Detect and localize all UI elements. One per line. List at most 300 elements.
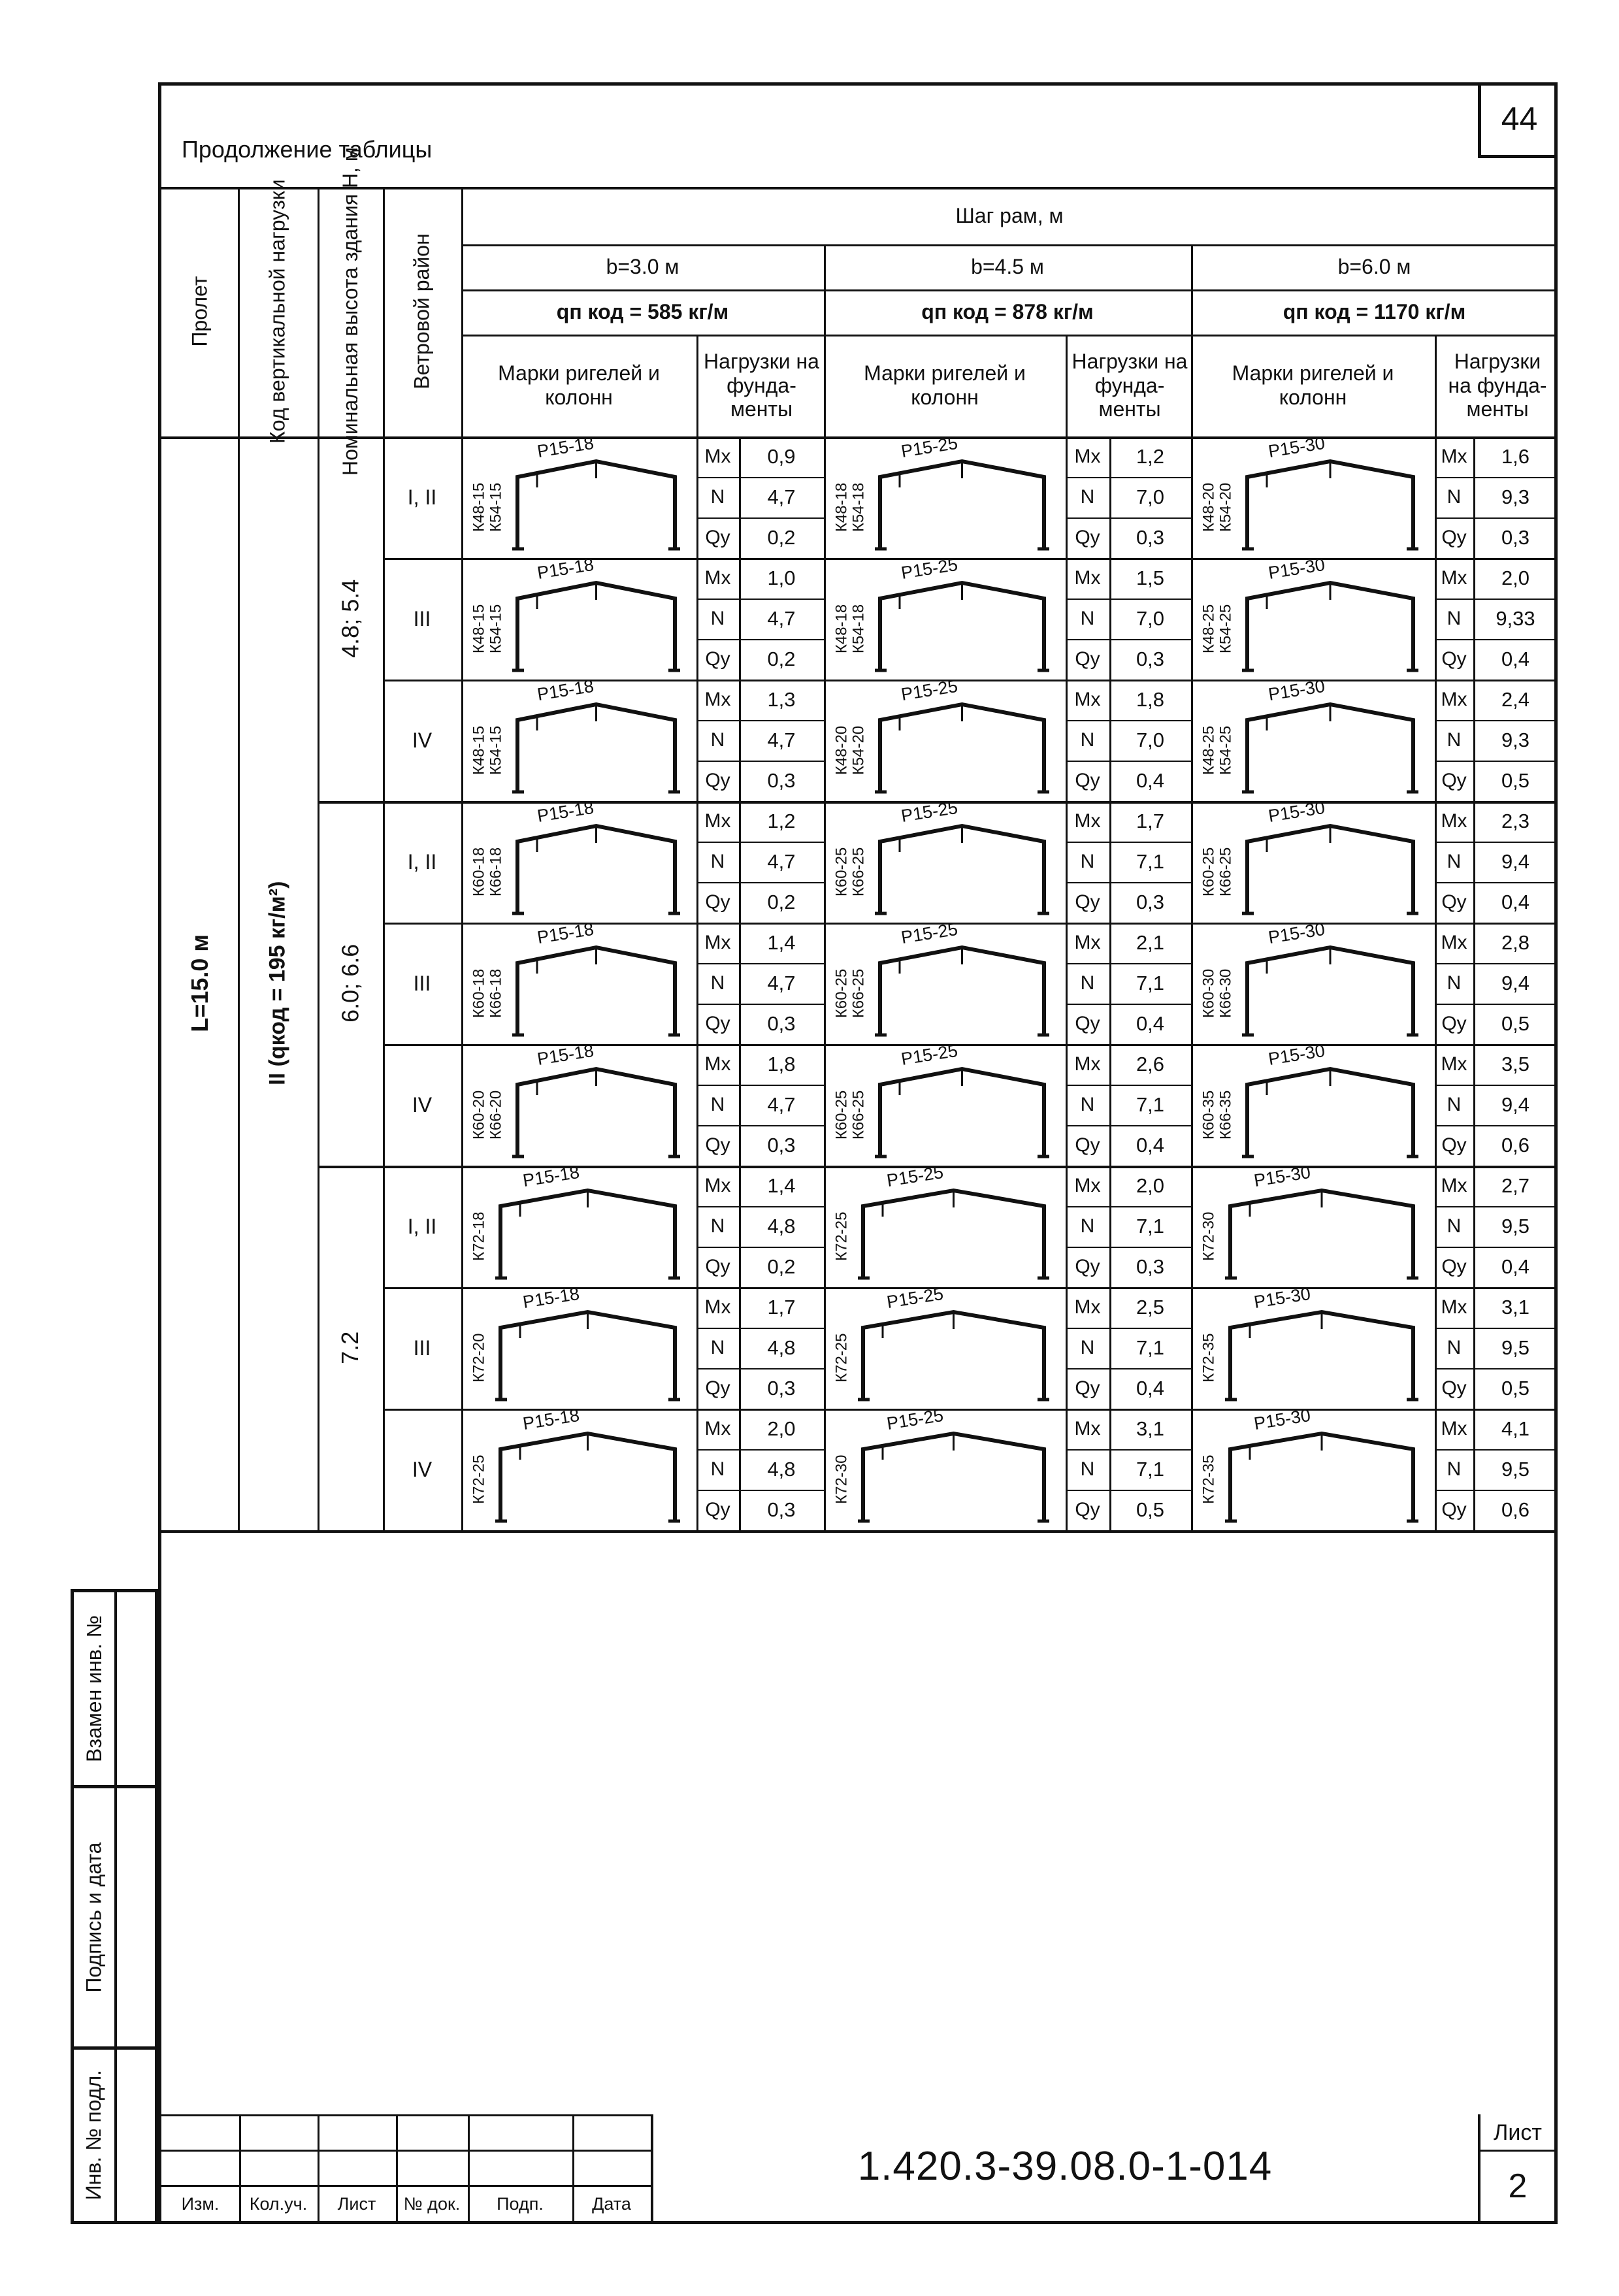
load-value-qy: 0,4 [1501,1255,1530,1279]
stamp-replaced-inventory [71,1589,158,1788]
wind-region-2: IV [412,728,433,752]
beam-mark: Р15-25 [899,797,959,827]
load-name-n: N [1447,485,1462,508]
wind-region-4: III [413,971,431,995]
header-load-code-text: Код вертикальной нагрузки [265,179,289,444]
title-block-column: Подп. [497,2193,544,2214]
load-value-mx: 2,0 [1136,1174,1165,1198]
column-mark: К72-30 [832,1454,851,1504]
load-value-n: 9,4 [1501,850,1530,874]
column-marks [830,949,871,1038]
sheet-number: 2 [1508,2167,1528,2205]
load-value-mx: 3,1 [1501,1296,1530,1319]
title-block-column: № док. [403,2193,461,2214]
load-value-n: 7,1 [1136,1215,1165,1238]
load-name-n: N [1447,729,1462,751]
load-name-mx: Mx [704,1174,731,1196]
load-value-qy: 0,3 [1136,526,1165,549]
header-marks-1: Марки ригелей и колонн [864,361,1026,409]
load-name-qy: Qy [705,769,730,791]
load-value-mx: 4,1 [1501,1417,1530,1441]
load-value-qy: 0,3 [1136,1255,1165,1279]
frame-diagram-icon [858,1287,1049,1409]
header-span-text: Пролет [187,276,211,347]
load-value-qy: 0,5 [1136,1498,1165,1522]
wind-region-8: IV [412,1457,433,1481]
beam-mark: Р15-18 [536,433,595,462]
load-name-n: N [1080,1093,1095,1115]
load-value-qy: 0,4 [1136,769,1165,793]
wind-region-5: IV [412,1092,433,1117]
column-mark: К60-25 [832,1090,851,1140]
column-marks [830,1070,871,1159]
title-block-line [161,2114,651,2116]
load-value-qy: 0,3 [1501,526,1530,549]
load-name-mx: Mx [1074,566,1101,589]
load-name-qy: Qy [705,1498,730,1520]
column-mark: К48-15 [470,725,488,775]
load-name-n: N [710,607,725,629]
load-name-mx: Mx [1441,810,1467,832]
column-mark: К54-25 [1217,604,1235,653]
load-name-qy: Qy [1441,1377,1467,1399]
load-name-mx: Mx [1074,688,1101,710]
beam-mark: Р15-18 [536,919,595,948]
column-marks [830,463,871,551]
load-name-mx: Mx [1441,1417,1467,1439]
frame-diagram-icon [875,436,1049,558]
load-value-qy: 0,3 [767,1498,796,1522]
load-name-n: N [1447,1093,1462,1115]
load-code-label [238,436,318,1530]
column-marks [1198,827,1238,916]
beam-mark: Р15-18 [521,1162,581,1191]
stamp-signature-date [71,1785,158,2050]
beam-mark: Р15-18 [536,676,595,705]
column-mark: К60-18 [470,847,488,896]
load-value-n: 7,0 [1136,485,1165,509]
load-value-qy: 0,3 [767,1134,796,1157]
column-mark: К60-25 [1200,847,1218,896]
column-marks [830,827,871,916]
load-value-qy: 0,5 [1501,1377,1530,1400]
load-name-mx: Mx [1074,1417,1101,1439]
load-value-n: 9,5 [1501,1215,1530,1238]
column-mark: К66-30 [1217,968,1235,1018]
column-mark: К72-18 [470,1211,488,1261]
beam-mark: Р15-25 [899,554,959,583]
wind-region-3: I, II [407,849,437,874]
load-value-n: 7,1 [1136,1458,1165,1481]
title-block-column: Лист [337,2193,376,2214]
column-mark: К48-25 [1200,725,1218,775]
column-mark: К66-18 [487,968,505,1018]
load-name-n: N [710,972,725,994]
grid-line [1066,335,1068,436]
grid-line [161,1530,1558,1533]
load-value-n: 9,4 [1501,972,1530,995]
load-value-n: 9,5 [1501,1458,1530,1481]
grid-line [461,187,463,1530]
stamp-original-inventory [71,2046,158,2224]
load-value-mx: 2,6 [1136,1053,1165,1076]
stamp-original-inventory-label: Инв. № подл. [82,2070,106,2201]
load-value-mx: 1,4 [767,1174,796,1198]
load-value-mx: 2,0 [767,1417,796,1441]
column-mark: К48-18 [832,604,851,653]
frame-diagram-icon [875,923,1049,1044]
height-group-2 [318,1166,383,1530]
page-number: 44 [1478,82,1558,158]
column-marks [468,1435,491,1524]
load-name-mx: Mx [704,566,731,589]
column-mark: К48-15 [470,482,488,532]
frame-diagram-icon [858,1166,1049,1287]
header-qp-1: qп код = 878 кг/м [921,300,1094,324]
wind-region-7: III [413,1336,431,1360]
load-name-n: N [710,1336,725,1358]
load-value-qy: 0,4 [1501,891,1530,914]
load-value-qy: 0,6 [1501,1134,1530,1157]
column-mark: К48-25 [1200,604,1218,653]
load-value-mx: 2,5 [1136,1296,1165,1319]
load-value-mx: 2,1 [1136,931,1165,955]
load-value-qy: 0,3 [767,1012,796,1036]
column-marks [1198,463,1238,551]
load-value-mx: 1,6 [1501,445,1530,468]
load-name-n: N [710,1458,725,1480]
load-name-n: N [1080,1458,1095,1480]
column-marks [1198,1435,1221,1524]
header-loads-0: Нагрузки на фунда-менты [704,349,819,421]
column-mark: К72-35 [1200,1454,1218,1504]
load-name-mx: Mx [704,1417,731,1439]
load-name-mx: Mx [1441,1174,1467,1196]
grid-line [824,244,826,1530]
load-name-qy: Qy [1075,1255,1100,1277]
load-value-n: 7,1 [1136,1336,1165,1360]
column-mark: К72-30 [1200,1211,1218,1261]
load-name-qy: Qy [1075,648,1100,670]
header-marks-0: Марки ригелей и колонн [498,361,660,409]
load-value-mx: 3,1 [1136,1417,1165,1441]
load-value-mx: 2,8 [1501,931,1530,955]
load-value-mx: 2,3 [1501,810,1530,833]
load-name-mx: Mx [704,931,731,953]
column-mark: К54-15 [487,604,505,653]
beam-mark: Р15-25 [885,1405,945,1434]
title-block-column: Дата [592,2193,631,2214]
header-height-text: Номинальная высота здания H, м [338,147,362,476]
load-value-n: 9,5 [1501,1336,1530,1360]
load-value-n: 7,0 [1136,729,1165,752]
beam-mark: Р15-25 [885,1283,945,1313]
load-name-qy: Qy [1075,526,1100,548]
beam-mark: Р15-30 [1267,433,1327,462]
load-value-qy: 0,4 [1136,1012,1165,1036]
load-value-mx: 2,0 [1501,566,1530,590]
load-value-mx: 1,4 [767,931,796,955]
load-code-label-text: II (qкод = 195 кг/м²) [265,881,290,1086]
load-name-qy: Qy [705,1012,730,1034]
load-value-qy: 0,3 [767,769,796,793]
column-mark: К60-25 [832,847,851,896]
header-step-1: b=4.5 м [971,255,1044,279]
load-value-n: 4,7 [767,485,796,509]
load-value-n: 7,0 [1136,607,1165,631]
column-mark: К66-25 [850,968,868,1018]
frame-diagram-icon [858,1409,1049,1530]
load-name-qy: Qy [705,1134,730,1156]
load-value-mx: 1,0 [767,566,796,590]
header-load-code [238,179,318,444]
load-value-mx: 1,2 [1136,445,1165,468]
load-value-n: 4,7 [767,607,796,631]
load-value-n: 4,7 [767,850,796,874]
column-marks [830,584,871,673]
load-value-n: 7,1 [1136,972,1165,995]
column-mark: К54-25 [1217,725,1235,775]
header-frame-step: Шаг рам, м [955,203,1064,227]
stamp-signature-date-label: Подпись и дата [82,1842,106,1993]
load-name-mx: Mx [1441,1053,1467,1075]
beam-mark: Р15-30 [1267,919,1327,948]
load-name-mx: Mx [1074,1296,1101,1318]
load-name-qy: Qy [1441,526,1467,548]
load-name-n: N [710,729,725,751]
header-qp-0: qп код = 585 кг/м [556,300,729,324]
column-marks [1198,1313,1221,1402]
height-group-1 [318,801,383,1166]
load-value-mx: 1,2 [767,810,796,833]
column-marks [830,706,871,795]
load-value-mx: 3,5 [1501,1053,1530,1076]
document-code: 1.420.3-39.08.0-1-014 [857,2144,1273,2189]
beam-mark: Р15-30 [1267,1040,1327,1070]
header-height [318,147,383,476]
load-value-n: 9,3 [1501,485,1530,509]
beam-mark: Р15-30 [1267,797,1327,827]
beam-mark: Р15-25 [899,676,959,705]
load-name-qy: Qy [1075,1012,1100,1034]
header-span [161,187,238,436]
height-group-0 [318,436,383,801]
load-value-mx: 2,7 [1501,1174,1530,1198]
header-marks-2: Марки ригелей и колонн [1232,361,1394,409]
column-mark: К48-15 [470,604,488,653]
load-value-n: 9,3 [1501,729,1530,752]
load-name-n: N [1447,607,1462,629]
column-mark: К48-20 [832,725,851,775]
load-name-qy: Qy [1075,1498,1100,1520]
load-name-mx: Mx [1074,810,1101,832]
load-value-n: 7,1 [1136,1093,1165,1117]
load-name-n: N [1080,1336,1095,1358]
load-name-qy: Qy [1441,648,1467,670]
beam-mark: Р15-18 [521,1283,581,1313]
load-value-mx: 1,7 [1136,810,1165,833]
load-name-qy: Qy [1075,769,1100,791]
load-value-qy: 0,4 [1136,1134,1165,1157]
wind-region-6: I, II [407,1214,437,1238]
column-mark: К60-25 [832,968,851,1018]
table-continuation-title: Продолжение таблицы [182,136,433,163]
load-name-mx: Mx [704,1296,731,1318]
column-mark: К48-18 [832,482,851,532]
load-name-mx: Mx [1441,688,1467,710]
header-qp-2: qп код = 1170 кг/м [1283,300,1466,324]
load-name-n: N [1447,1458,1462,1480]
beam-mark: Р15-18 [536,797,595,827]
load-name-mx: Mx [704,810,731,832]
grid-line [1191,244,1193,1530]
load-name-qy: Qy [1441,891,1467,913]
column-marks [1198,1070,1238,1159]
load-value-mx: 1,8 [767,1053,796,1076]
load-value-mx: 1,7 [767,1296,796,1319]
load-name-qy: Qy [1075,1134,1100,1156]
load-name-n: N [1080,485,1095,508]
beam-mark: Р15-18 [536,1040,595,1070]
load-name-mx: Mx [704,445,731,467]
load-value-n: 4,7 [767,972,796,995]
column-mark: К66-18 [487,847,505,896]
load-value-n: 4,8 [767,1336,796,1360]
sheet-label: Лист [1494,2120,1542,2145]
column-marks [468,1192,491,1281]
load-name-qy: Qy [1441,1255,1467,1277]
span-label-text: L=15.0 м [186,934,213,1032]
load-name-qy: Qy [1441,1134,1467,1156]
height-group-2-text: 7.2 [336,1331,364,1365]
load-value-n: 4,7 [767,1093,796,1117]
column-mark: К60-18 [470,968,488,1018]
load-name-mx: Mx [1441,445,1467,467]
load-name-n: N [710,485,725,508]
load-value-qy: 0,4 [1136,1377,1165,1400]
column-marks [468,463,508,551]
beam-mark: Р15-18 [536,554,595,583]
column-marks [1198,706,1238,795]
load-value-n: 4,8 [767,1458,796,1481]
header-wind-region-text: Ветровой район [410,233,434,390]
beam-mark: Р15-30 [1252,1162,1313,1191]
load-value-n: 7,1 [1136,850,1165,874]
load-name-qy: Qy [705,1377,730,1399]
load-name-mx: Mx [704,688,731,710]
load-value-qy: 0,2 [767,648,796,671]
load-value-mx: 2,4 [1501,688,1530,712]
column-marks [468,827,508,916]
column-marks [1198,949,1238,1038]
column-mark: К54-18 [850,604,868,653]
stamp-replaced-inventory-label: Взамен инв. № [82,1615,106,1762]
load-name-mx: Mx [1074,1053,1101,1075]
beam-mark: Р15-18 [521,1405,581,1434]
column-marks [1198,584,1238,673]
load-name-qy: Qy [1075,1377,1100,1399]
load-name-qy: Qy [705,1255,730,1277]
column-mark: К48-20 [1200,482,1218,532]
wind-region-0: I, II [407,485,437,509]
column-mark: К66-35 [1217,1090,1235,1140]
column-marks [830,1192,854,1281]
load-name-n: N [1080,607,1095,629]
load-name-n: N [1447,1215,1462,1237]
load-name-n: N [710,850,725,872]
load-name-n: N [1447,972,1462,994]
column-mark: К60-35 [1200,1090,1218,1140]
load-name-mx: Mx [1441,566,1467,589]
load-name-qy: Qy [705,891,730,913]
load-value-qy: 0,3 [1136,648,1165,671]
load-name-mx: Mx [1441,931,1467,953]
load-value-qy: 0,3 [767,1377,796,1400]
column-mark: К54-15 [487,725,505,775]
load-name-n: N [1447,850,1462,872]
load-value-mx: 1,8 [1136,688,1165,712]
column-mark: К72-20 [470,1333,488,1383]
frame-diagram-icon [875,801,1049,923]
load-value-mx: 1,3 [767,688,796,712]
load-value-qy: 0,2 [767,891,796,914]
load-value-n: 4,7 [767,729,796,752]
load-value-qy: 0,2 [767,526,796,549]
load-name-qy: Qy [705,526,730,548]
grid-line [696,335,698,436]
title-block-column: Кол.уч. [249,2193,308,2214]
load-value-qy: 0,2 [767,1255,796,1279]
load-name-n: N [710,1215,725,1237]
span-label [161,436,238,1530]
load-name-mx: Mx [1074,445,1101,467]
column-mark: К72-25 [832,1333,851,1383]
header-loads-1: Нагрузки на фунда-менты [1071,349,1188,421]
load-name-mx: Mx [1074,1174,1101,1196]
beam-mark: Р15-25 [899,1040,959,1070]
load-name-n: N [1080,972,1095,994]
load-name-mx: Mx [1441,1296,1467,1318]
load-value-qy: 0,5 [1501,769,1530,793]
column-mark: К66-25 [1217,847,1235,896]
column-mark: К66-25 [850,1090,868,1140]
load-name-n: N [1080,729,1095,751]
load-name-n: N [1080,850,1095,872]
title-block-column: Изм. [181,2193,220,2214]
header-step-0: b=3.0 м [606,255,679,279]
header-step-2: b=6.0 м [1337,255,1411,279]
load-name-n: N [1447,1336,1462,1358]
grid-line [1435,335,1437,436]
load-name-mx: Mx [704,1053,731,1075]
header-wind-region [383,187,461,436]
column-mark: К72-35 [1200,1333,1218,1383]
frame-diagram-icon [875,1044,1049,1166]
load-name-mx: Mx [1074,931,1101,953]
column-mark: К54-20 [1217,482,1235,532]
beam-mark: Р15-30 [1267,676,1327,705]
load-value-qy: 0,5 [1501,1012,1530,1036]
column-mark: К72-25 [470,1454,488,1504]
frame-diagram-icon [875,680,1049,801]
load-value-n: 9,4 [1501,1093,1530,1117]
load-name-qy: Qy [1441,1012,1467,1034]
title-block-line [161,2150,651,2152]
load-value-qy: 0,4 [1501,648,1530,671]
column-marks [468,706,508,795]
beam-mark: Р15-30 [1267,554,1327,583]
column-mark: К60-30 [1200,968,1218,1018]
